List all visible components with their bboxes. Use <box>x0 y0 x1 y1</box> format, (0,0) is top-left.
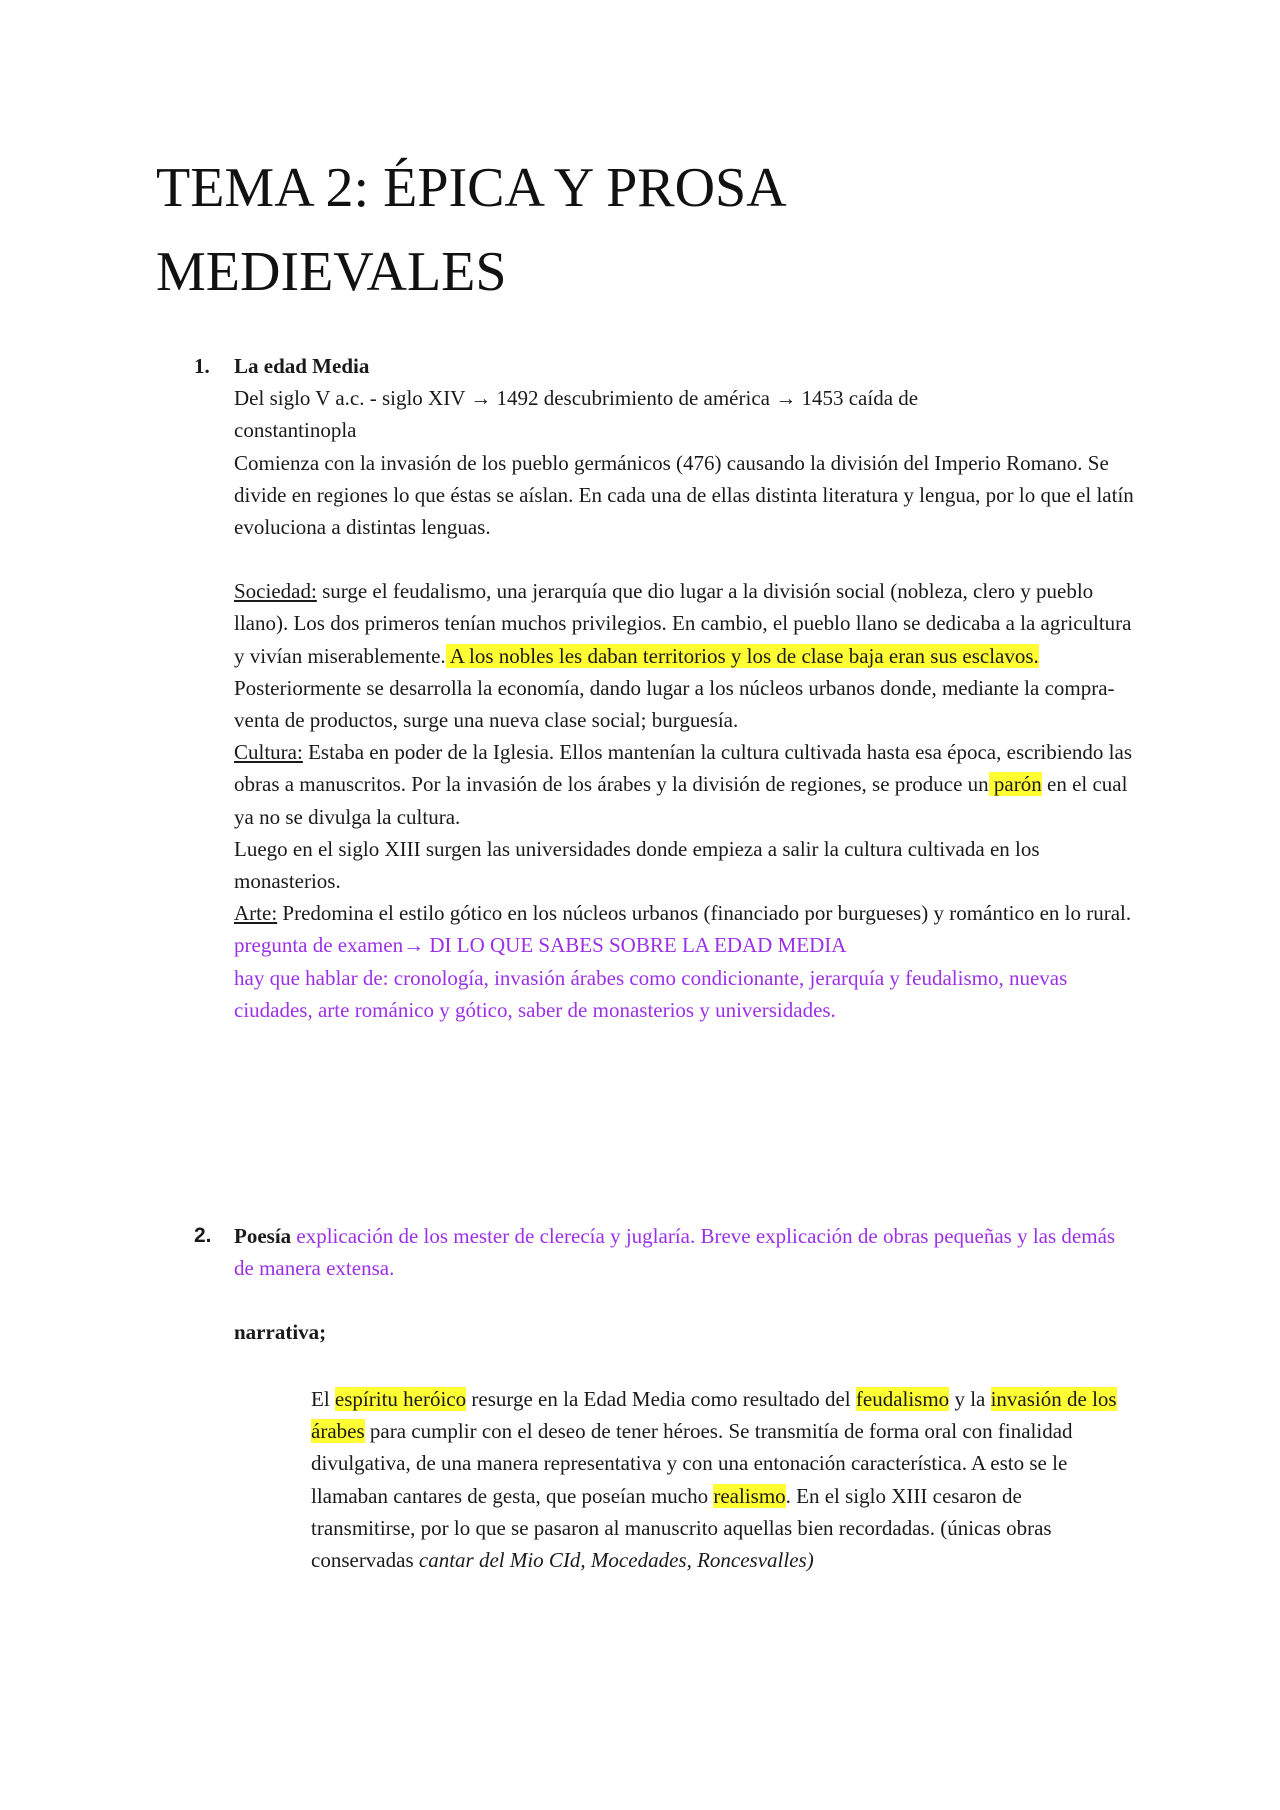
paragraph-sociedad <box>234 575 1134 672</box>
italic-works: cantar del Mio CId, Mocedades, Roncesvalles) <box>418 1548 814 1573</box>
text-t1: resurge en la Edad Media como resultado del <box>466 1387 856 1411</box>
section-number: 2. <box>194 1224 212 1247</box>
paragraph-cultura <box>234 736 1134 833</box>
page-title: TEMA 2: ÉPICA Y PROSA MEDIEVALES <box>156 157 784 303</box>
label-cultura: Cultura: <box>234 740 303 765</box>
text-t4: . En el siglo XIII cesaron de transmitirse, por lo que se pasaron al manuscrito aquellas bien recordadas. (únicas obras conservadas <box>311 1483 1052 1573</box>
section-body <box>234 1220 1134 1349</box>
highlight-invasion: invasión de los árabes <box>311 1387 1117 1444</box>
cultura-text: Estaba en poder de la Iglesia. Ellos mantenían la cultura cultivada hasta esa época, escribiendo las obras a manuscritos. Por la invasión de los árabes y la división de regiones, se produce un <box>234 740 1132 797</box>
cultura-end: en el cual ya no se divulga la cultura. <box>234 772 1128 829</box>
label-arte: Arte: <box>234 901 278 926</box>
paragraph-luego: Luego en el siglo XIII surgen las universidades donde empieza a salir la cultura cultivada en los monasterios. <box>234 836 1040 894</box>
highlight-paron: parón <box>988 772 1042 797</box>
section-heading: Poesía <box>234 1224 292 1248</box>
section-number: 1. <box>194 354 210 378</box>
chronology-line: Del siglo V a.c. - siglo XIV → 1492 descubrimiento de américa → 1453 caída de <box>234 386 919 411</box>
paragraph-posteriormente: Posteriormente se desarrolla la economía, dando lugar a los núcleos urbanos donde, mediante la compra-venta de productos, surge una nueva clase social; burguesía. <box>234 675 1115 733</box>
highlight-espiritu: espíritu heróico <box>334 1387 467 1411</box>
text-t2: y la <box>949 1387 991 1411</box>
paragraph-arte <box>234 897 1134 929</box>
text-el: El <box>311 1387 335 1411</box>
highlight-realismo: realismo <box>713 1483 786 1508</box>
chronology-line-cont: constantinopla <box>234 418 357 443</box>
sociedad-text: surge el feudalismo, una jerarquía que dio lugar a la división social (nobleza, clero y pueblo llano). Los dos primeros tenían muchos privilegios. En cambio, el pueblo llano se dedicaba a la agricultura y vivían miserablemente. <box>234 579 1132 668</box>
highlight-nobles: A los nobles les daban territorios y los de clase baja eran sus esclavos. <box>445 643 1039 668</box>
section-body <box>234 350 1134 1026</box>
subheading-narrativa: narrativa; <box>234 1320 327 1345</box>
exam-question: pregunta de examen→ DI LO QUE SABES SOBRE LA EDAD MEDIA <box>234 933 847 958</box>
paragraph-narrativa <box>311 1383 1131 1576</box>
paragraph-intro: Comienza con la invasión de los pueblo germánicos (476) causando la división del Imperio Romano. Se divide en regiones lo que éstas se aíslan. En cada una de ellas distinta literatura y lengua, por lo que el latín evoluciona a distintas lenguas. <box>234 450 1134 540</box>
label-sociedad: Sociedad: <box>234 579 317 604</box>
exam-answer: hay que hablar de: cronología, invasión árabes como condicionante, jerarquía y feudalismo, nuevas ciudades, arte románico y gótico, saber de monasterios y universidades. <box>234 965 1068 1022</box>
section-heading: La edad Media <box>234 354 370 378</box>
section-heading-line <box>234 1220 1134 1284</box>
heading-note: explicación de los mester de clerecía y juglaría. Breve explicación de obras pequeñas y las demás de manera extensa. <box>234 1224 1116 1281</box>
arte-text: Predomina el estilo gótico en los núcleos urbanos (financiado por burgueses) y romántico en lo rural. <box>277 901 1132 926</box>
highlight-feudalismo: feudalismo <box>855 1387 950 1411</box>
text-t3: para cumplir con el deseo de tener héroes. Se transmitía de forma oral con finalidad divulgativa, de una manera representativa y con una entonación característica. A esto se le llamaban cantares de gesta, que poseían mucho <box>311 1419 1073 1508</box>
